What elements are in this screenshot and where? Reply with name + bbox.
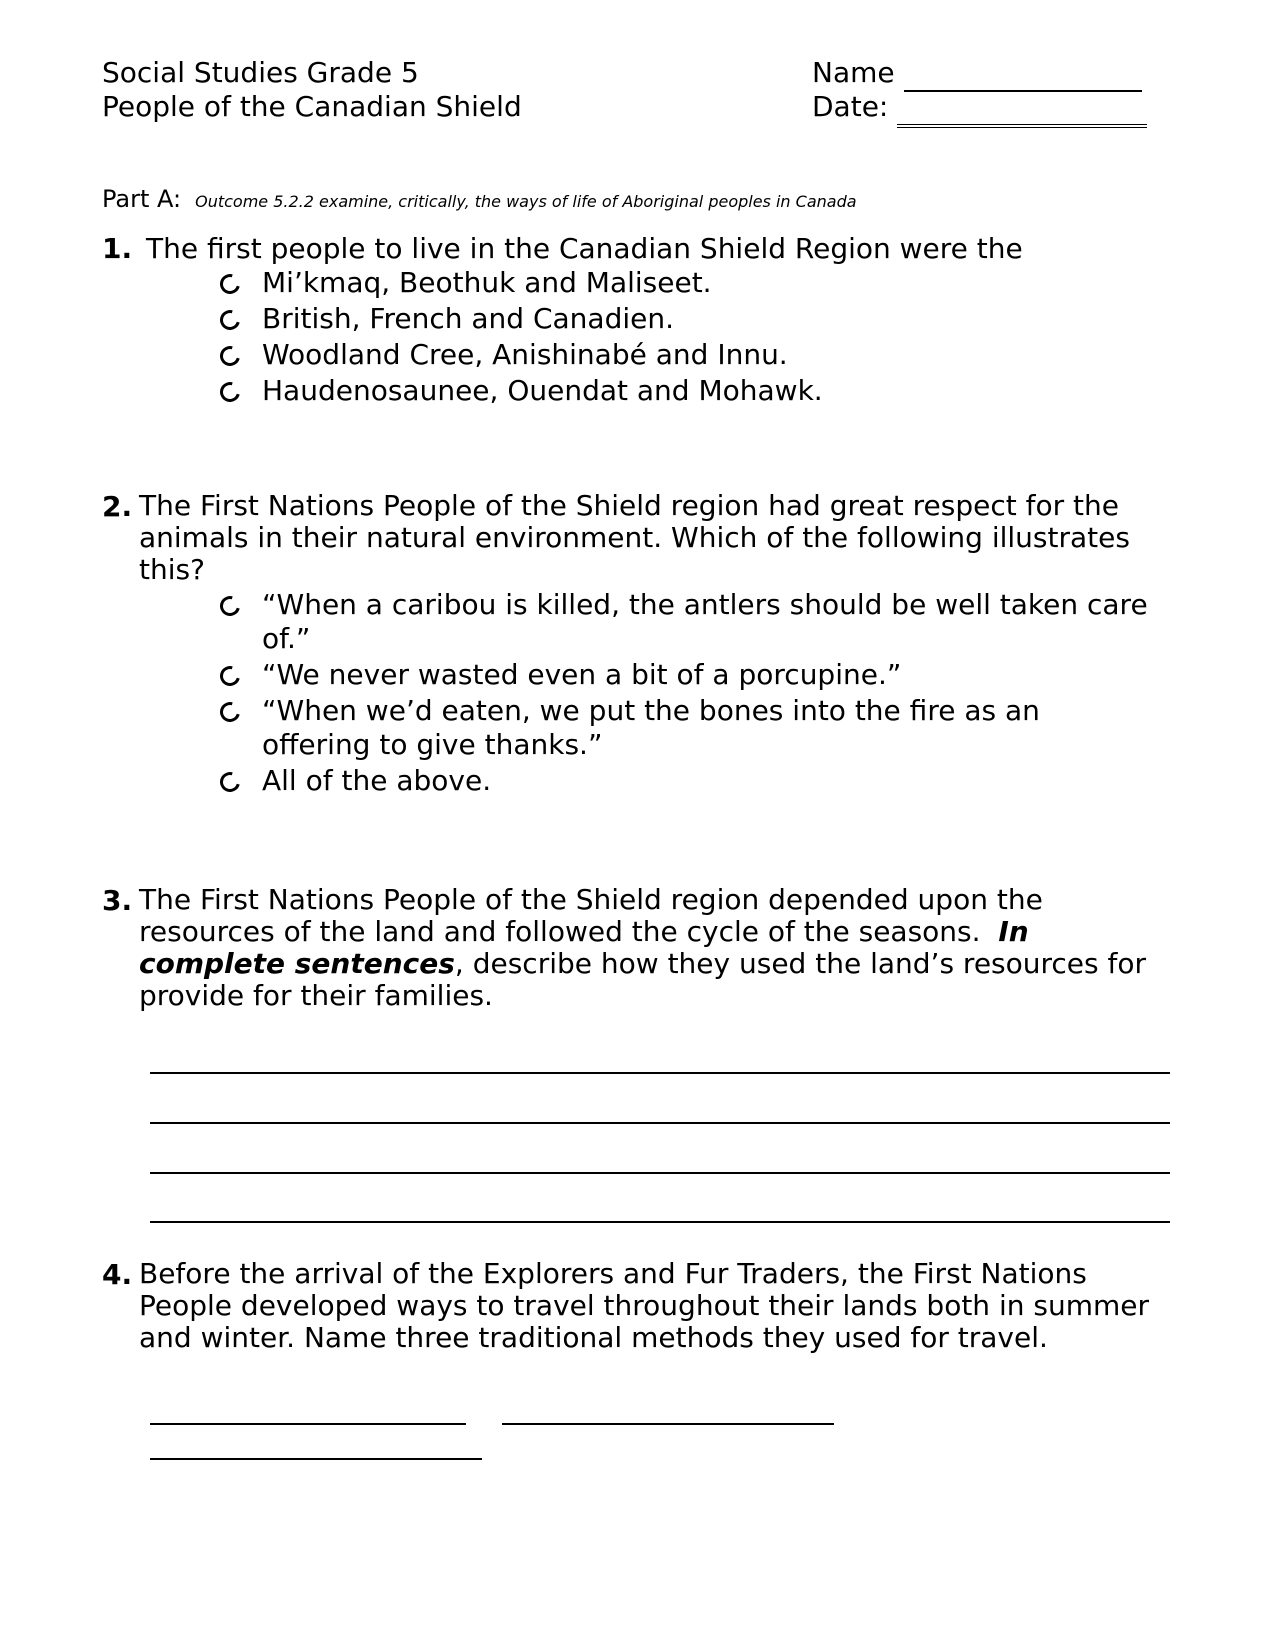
travel-method-line-1[interactable] [150, 1423, 466, 1425]
part-a-heading [102, 185, 857, 213]
option-label: Mi’kmaq, Beothuk and Maliseet. [262, 266, 712, 299]
travel-method-line-3[interactable] [150, 1458, 482, 1460]
answer-line-1[interactable] [150, 1072, 1170, 1074]
option-label: “When a caribou is killed, the antlers should be well taken care of.” [262, 588, 1148, 655]
radio-bullet-icon[interactable] [216, 378, 243, 405]
question-2-options [220, 588, 1180, 798]
answer-line-4[interactable] [150, 1221, 1170, 1223]
option-2c[interactable] [220, 694, 1142, 762]
question-text-emphasis: In complete sentences [139, 915, 1029, 980]
question-number: 3. [102, 884, 133, 917]
question-2 [102, 490, 1182, 586]
date-label: Date: [812, 90, 889, 123]
date-field[interactable] [897, 90, 1147, 128]
question-4 [102, 1258, 1182, 1354]
question-text: The first people to live in the Canadian Shield Region were the [146, 232, 1023, 265]
option-1c[interactable] [220, 338, 1170, 372]
question-number: 1. [102, 232, 133, 265]
option-label: British, French and Canadien. [262, 302, 674, 335]
course-label: Social Studies Grade 5 [102, 56, 419, 89]
radio-bullet-icon[interactable] [216, 592, 243, 619]
option-2a[interactable] [220, 588, 1180, 656]
option-label: Woodland Cree, Anishinabé and Innu. [262, 338, 788, 371]
question-text [139, 884, 1179, 1012]
option-2d[interactable] [220, 764, 1180, 798]
unit-title [102, 90, 522, 124]
question-text-end: , describe how they used the land’s resources for provide for their families. [139, 947, 1147, 1012]
question-1 [102, 232, 1182, 266]
option-2b[interactable] [220, 658, 1180, 692]
question-3 [102, 884, 1182, 1012]
option-1a[interactable] [220, 266, 1170, 300]
option-label: “We never wasted even a bit of a porcupine.” [262, 658, 902, 691]
travel-method-line-2[interactable] [502, 1423, 834, 1425]
option-label: All of the above. [262, 764, 492, 797]
name-label: Name [812, 56, 895, 89]
question-number: 2. [102, 490, 133, 523]
part-a-label: Part A: [102, 185, 182, 213]
course-title [102, 56, 419, 90]
radio-bullet-icon[interactable] [216, 698, 243, 725]
outcome-text: Outcome 5.2.2 examine, critically, the ways of life of Aboriginal peoples in Canada [195, 192, 857, 211]
radio-bullet-icon[interactable] [216, 306, 243, 333]
question-text: Before the arrival of the Explorers and Fur Traders, the First Nations People developed ways to travel throughout their lands both in summer and winter. Name three traditional methods they used for travel. [139, 1257, 1149, 1354]
answer-line-3[interactable] [150, 1172, 1170, 1174]
option-label: “When we’d eaten, we put the bones into the fire as an offering to give thanks.” [262, 694, 1040, 761]
unit-label: People of the Canadian Shield [102, 90, 522, 123]
option-label: Haudenosaunee, Ouendat and Mohawk. [262, 374, 823, 407]
question-1-options [220, 266, 1170, 408]
option-1d[interactable] [220, 374, 1170, 408]
radio-bullet-icon[interactable] [216, 342, 243, 369]
name-row [812, 56, 1142, 92]
name-field[interactable] [904, 56, 1142, 92]
answer-line-2[interactable] [150, 1122, 1170, 1124]
option-1b[interactable] [220, 302, 1170, 336]
question-text: The First Nations People of the Shield region had great respect for the animals in their natural environment. Which of the following illustrates this? [139, 489, 1130, 586]
question-number: 4. [102, 1258, 133, 1291]
question-text-start: The First Nations People of the Shield region depended upon the resources of the land and followed the cycle of the seasons. [139, 883, 1043, 948]
radio-bullet-icon[interactable] [216, 768, 243, 795]
radio-bullet-icon[interactable] [216, 270, 243, 297]
radio-bullet-icon[interactable] [216, 662, 243, 689]
date-row [812, 90, 1147, 128]
